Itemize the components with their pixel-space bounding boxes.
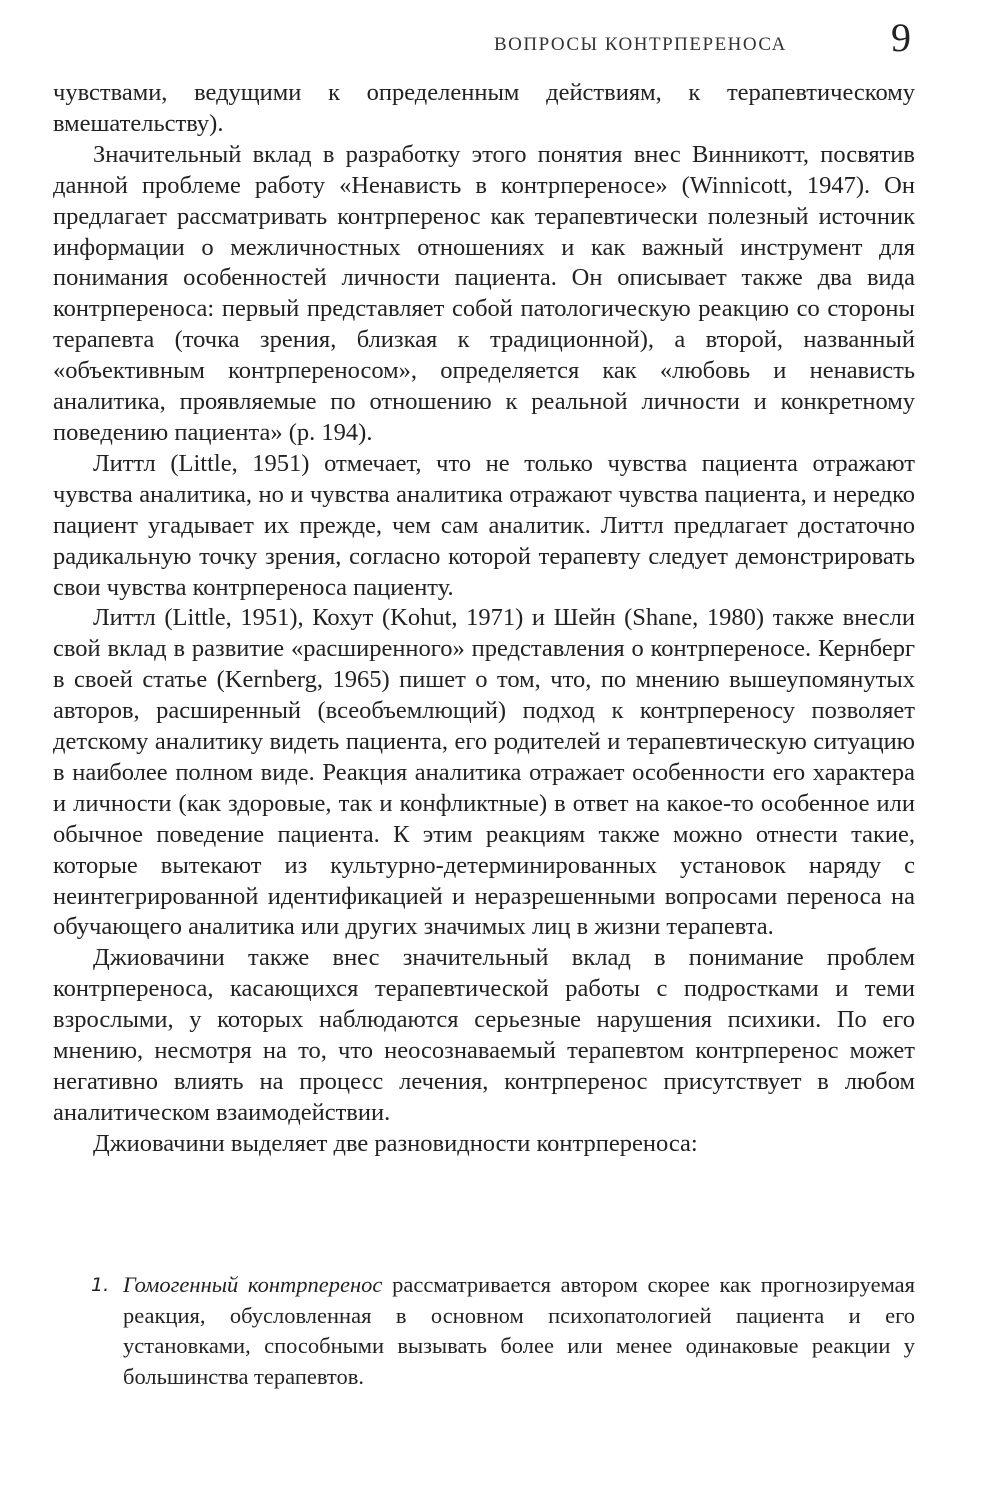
list-item-description: рассматривается автором скорее как прогнозируемая реакция, обусловленная в основном психопатологией пациента и его установками, способными вызывать более или менее одинаковые реакции у большинства терапевтов. (123, 1272, 916, 1389)
list-item-number: 1. (91, 1274, 110, 1296)
paragraph-little: Литтл (Little, 1951) отмечает, что не только чувства пациента отражают чувства аналитика, но и чувства аналитика отражают чувства пациента, и нередко пациент угадывает их прежде, чем сам аналитик. Литтл предлагает достаточно радикальную точку зрения, согласно которой терапевту следует демонстрировать свои чувства контрпереноса пациенту. (53, 449, 915, 601)
list-item (53, 1270, 915, 1392)
paragraph-winnicott: Значительный вклад в разработку этого понятия внес Винникотт, посвятив данной проблеме работу «Ненависть в контрпереносе» (Winnicott, 1947). Он предлагает рассматривать контрперенос как терапевтически полезный источник информации о межличностных отношениях и как важный инструмент для понимания особенностей личности пациента. Он описывает также два вида контрпереноса: первый представляет собой патологическую реакцию со стороны терапевта (точка зрения, близкая к традиционной), а второй, названный «объективным контрпереносом», определяется как «любовь и ненависть аналитика, проявляемые по отношению к реальной личности и конкретному поведению пациента» (p. 194). (53, 140, 915, 446)
list-item-text (123, 1270, 915, 1392)
paragraph-extended-view: Литтл (Little, 1951), Кохут (Kohut, 1971) и Шейн (Shane, 1980) также внесли свой вклад в развитие «расширенного» представления о контрпереносе. Кернберг в своей статье (Kernberg, 1965) пишет о том, что, по мнению вышеупомянутых авторов, расширенный (всеобъемлющий) подход к контрпереносу позволяет детскому аналитику видеть пациента, его родителей и терапевтическую ситуацию в наиболее полном виде. Реакция аналитика отражает особенности его характера и личности (как здоровые, так и конфликтные) в ответ на какое-то особенное или обычное поведение пациента. К этим реакциям также можно отнести такие, которые вытекают из культурно-детерминированных установок наряду с неинтегрированной идентификацией и неразрешенными вопросами переноса на обучающего аналитика или других значимых лиц в жизни терапевта. (53, 604, 915, 941)
paragraph-giovacchini: Джиовачини также внес значительный вклад в понимание проблем контрпереноса, касающихся терапевтической работы с подростками и теми взрослыми, у которых наблюдаются серьезные нарушения психики. По его мнению, несмотря на то, что неосознаваемый терапевтом контрперенос может негативно влиять на процесс лечения, контрперенос присутствует в любом аналитическом взаимодействии. (53, 944, 915, 1126)
numbered-list (53, 1270, 915, 1392)
list-item-term: Гомогенный контрперенос (123, 1272, 383, 1297)
paragraph-continuation: чувствами, ведущими к определенным действиям, к терапевтическому вмешательству). (53, 79, 915, 137)
page-number: 9 (891, 15, 911, 60)
running-head (0, 15, 1000, 70)
body-text (53, 78, 915, 1160)
running-title: ВОПРОСЫ КОНТРПЕРЕНОСА (494, 34, 787, 55)
paragraph-two-types: Джиовачини выделяет две разновидности контрпереноса: (93, 1129, 698, 1157)
